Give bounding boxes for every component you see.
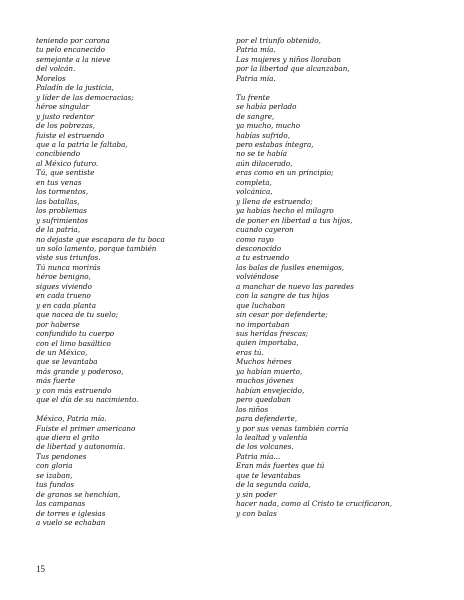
poem-line: Tú, que sentiste [36,168,95,178]
poem-line: concibiendo [36,149,81,159]
poem-line: habías sufrido, [236,130,290,140]
poem-line: ya habías hecho el milagro [236,206,334,216]
poem-line: que luchaban [236,300,286,310]
poem-line: muchos jóvenes [236,376,294,386]
poem-line: Tú nunca morirás [36,262,101,272]
poem-line: desconocido [236,243,282,253]
poem-line: semejante a la nieve [36,54,111,64]
poem-line: sin cesar por defenderte; [236,310,328,320]
poem-line: los problemas [36,206,87,216]
poem-line: más fuerte [36,376,76,386]
poem-line: eras tú. [236,347,264,357]
poem-line: pero quedaban [236,395,291,405]
poem-line: y líder de las democracias; [36,92,134,102]
poem-line: un solo lamento, porque también [36,243,157,253]
right-stanza-1 [236,36,436,83]
poem-line: del volcán. [36,64,76,74]
poem-line: de los volcanes. [236,442,294,452]
poem-line: con gloria [36,461,73,471]
poem-line: volviéndose [236,272,279,282]
poem-line: que a la patria le faltaba, [36,139,128,149]
poem-line: de libertad y autonomía. [36,442,126,452]
poem-line: con el limo basáltico [36,338,111,348]
poem-line: eras como en un principio; [236,168,334,178]
poem-line: que el día de su nacimiento. [36,395,139,405]
poem-line: que diera el grito [36,433,100,443]
poem-line: por haberse [36,319,80,329]
poem-line: de un México, [36,347,88,357]
poem-line: de poner en libertad a tus hijos, [236,215,353,225]
poem-line: aún dilacerado, [236,158,293,168]
poem-line: Fuiste el primer americano [36,423,136,433]
poem-line: los tormentos, [36,187,89,197]
poem-line: y justo redentor [36,111,95,121]
poem-line: las batallas, [36,196,80,206]
poem-line: fuiste el estruendo [36,130,105,140]
poem-line: y con más estruendo [36,385,112,395]
page-number: 15 [36,564,45,574]
poem-line: y con balas [236,508,277,518]
poem-line: al México futuro. [36,158,99,168]
left-stanza-1 [36,36,216,405]
poem-line: más grande y poderoso, [36,366,124,376]
poem-line: a tu estruendo [236,253,290,263]
poem-line: Morelos [36,73,66,83]
poem-line: no se te había [236,149,287,159]
poem-line: y en cada planta [36,300,96,310]
poem-line: se izaban, [36,470,73,480]
poem-line: héroe singular [36,102,90,112]
poem-line: las balas de fusiles enemigos, [236,262,345,272]
poem-line: y sin poder [236,489,277,499]
poem-line: Paladín de la justicia, [36,83,114,93]
poem-line: Eran más fuertes que tú [236,461,325,471]
poem-line: pero estabas íntegra, [236,139,314,149]
poem-line: teniendo por corona [36,36,110,45]
poem-line: Tu frente [236,92,270,102]
poem-line: volcánica, [236,187,273,197]
poem-line: sus heridas frescas; [236,329,309,339]
poem-line: Patria mía... [236,451,281,461]
poem-line: México, Patria mía. [36,414,107,424]
poem-line: ya mucho, mucho [236,121,301,131]
poem-line: y por sus venas también corría [236,423,349,433]
poem-line: Muchos héroes [236,357,292,367]
poem-line: en tus venas [36,177,82,187]
poem-line: de sangre, [236,111,275,121]
poem-line: héroe benigno, [36,272,91,282]
poem-line: como rayo [236,234,274,244]
poem-line: que se levantaba [36,357,98,367]
poem-line: no importaban [236,319,290,329]
stanza-gap [36,405,216,414]
poem-line: tu pelo encanecido [36,45,105,55]
poem-line: completa, [236,177,272,187]
poem-line: no dejaste que escapara de tu boca [36,234,165,244]
poem-line: tus fundos [36,480,75,490]
poem-line: de torres e iglesias [36,508,106,518]
poem-line: por la libertad que alcanzaban, [236,64,350,74]
stanza-gap [236,83,436,92]
left-stanza-2 [36,414,216,527]
poem-line: viste sus triunfos. [36,253,101,263]
poem-line: para defenderte, [236,414,298,424]
poem-line: Patria mía. [236,45,276,55]
poem-line: que nacea de tu suelo; [36,310,119,320]
poem-line: que te levantabas [236,470,301,480]
poem-line: y sufrimientos [36,215,88,225]
poem-line: en cada trueno [36,291,91,301]
poem-line: Patria mía. [236,73,276,83]
poem-line: ya habían muerto, [236,366,303,376]
right-stanza-2 [236,93,436,518]
poem-line: de la patria, [36,225,81,235]
poem-line: confundido tu cuerpo [36,329,115,339]
poem-line: se había perlado [236,102,297,112]
poem-line: por el triunfo obtenido, [236,36,321,45]
poem-line: hacer nada, como al Cristo te crucificaron, [236,499,392,509]
poem-line: a vuelo se echaban [36,518,106,528]
left-poem-column [36,36,216,528]
poem-line: Las mujeres y niños lloraban [236,54,341,64]
poem-line: los niños [236,404,269,414]
poem-line: de la segunda caída, [236,480,311,490]
poem-line: de granos se henchían, [36,489,121,499]
poem-line: quien importaba, [236,338,299,348]
poem-line: de los pobrezas, [36,121,96,131]
poem-line: las campanas [36,499,86,509]
poem-line: cuando cayeron [236,225,294,235]
poem-line: habían envejecido, [236,385,305,395]
poem-line: la lealtad y valentía [236,433,308,443]
poem-line: sigues viviendo [36,281,92,291]
poem-line: Tus pendones [36,451,87,461]
right-poem-column [236,36,436,518]
poem-line: a manchar de nuevo las paredes [236,281,354,291]
poem-line: con la sangre de tus hijos [236,291,330,301]
poem-line: y llena de estruendo; [236,196,313,206]
